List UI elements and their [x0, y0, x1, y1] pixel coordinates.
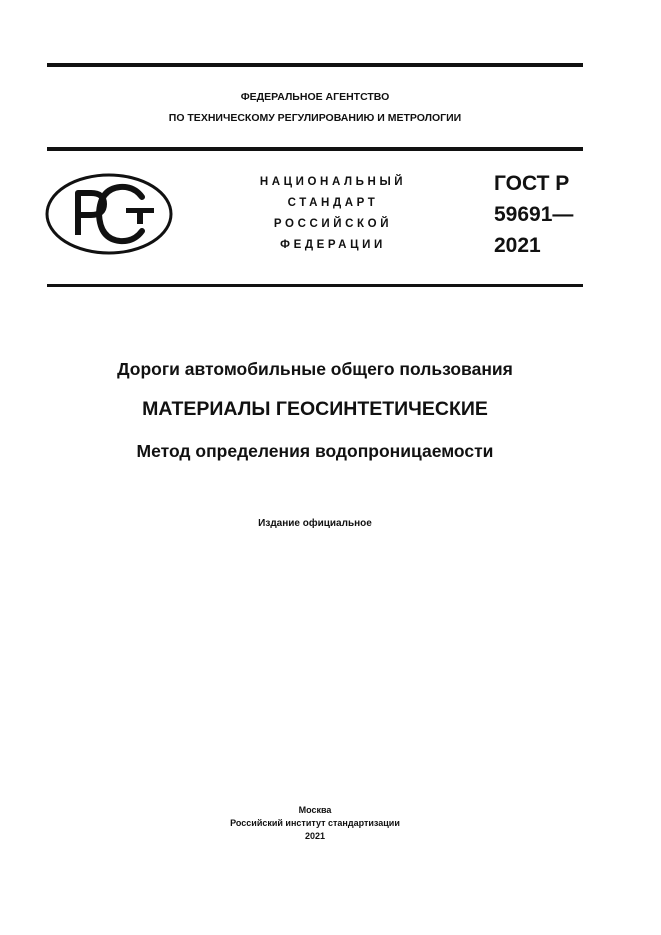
rst-certification-mark-icon	[44, 173, 174, 255]
document-title-line2: МАТЕРИАЛЫ ГЕОСИНТЕТИЧЕСКИЕ	[142, 398, 488, 420]
bottom-rule	[47, 284, 583, 287]
standard-type-line1: НАЦИОНАЛЬНЫЙ	[259, 176, 407, 188]
designation-line1: ГОСТ Р	[494, 172, 570, 195]
designation-line2: 59691—	[494, 203, 574, 226]
top-rule	[47, 63, 583, 67]
standard-type	[228, 172, 438, 256]
agency-name-line2: ПО ТЕХНИЧЕСКОМУ РЕГУЛИРОВАНИЮ И МЕТРОЛОГИИ	[168, 112, 462, 124]
edition-label: Издание официальное	[258, 518, 372, 529]
imprint-year: 2021	[304, 831, 326, 841]
document-title-line1: Дороги автомобильные общего пользования	[117, 359, 513, 379]
imprint	[47, 804, 583, 843]
document-title-line3: Метод определения водопроницаемости	[136, 441, 494, 461]
standard-designation	[494, 168, 573, 261]
designation-line3: 2021	[494, 234, 541, 257]
imprint-city: Москва	[298, 805, 332, 815]
middle-rule	[47, 147, 583, 151]
standard-type-line3: РОССИЙСКОЙ	[273, 218, 393, 230]
imprint-publisher: Российский институт стандартизации	[230, 818, 400, 828]
standard-type-line4: ФЕДЕРАЦИИ	[280, 239, 386, 251]
standard-type-line2: СТАНДАРТ	[287, 197, 379, 209]
agency-name-line1: ФЕДЕРАЛЬНОЕ АГЕНТСТВО	[240, 91, 390, 103]
